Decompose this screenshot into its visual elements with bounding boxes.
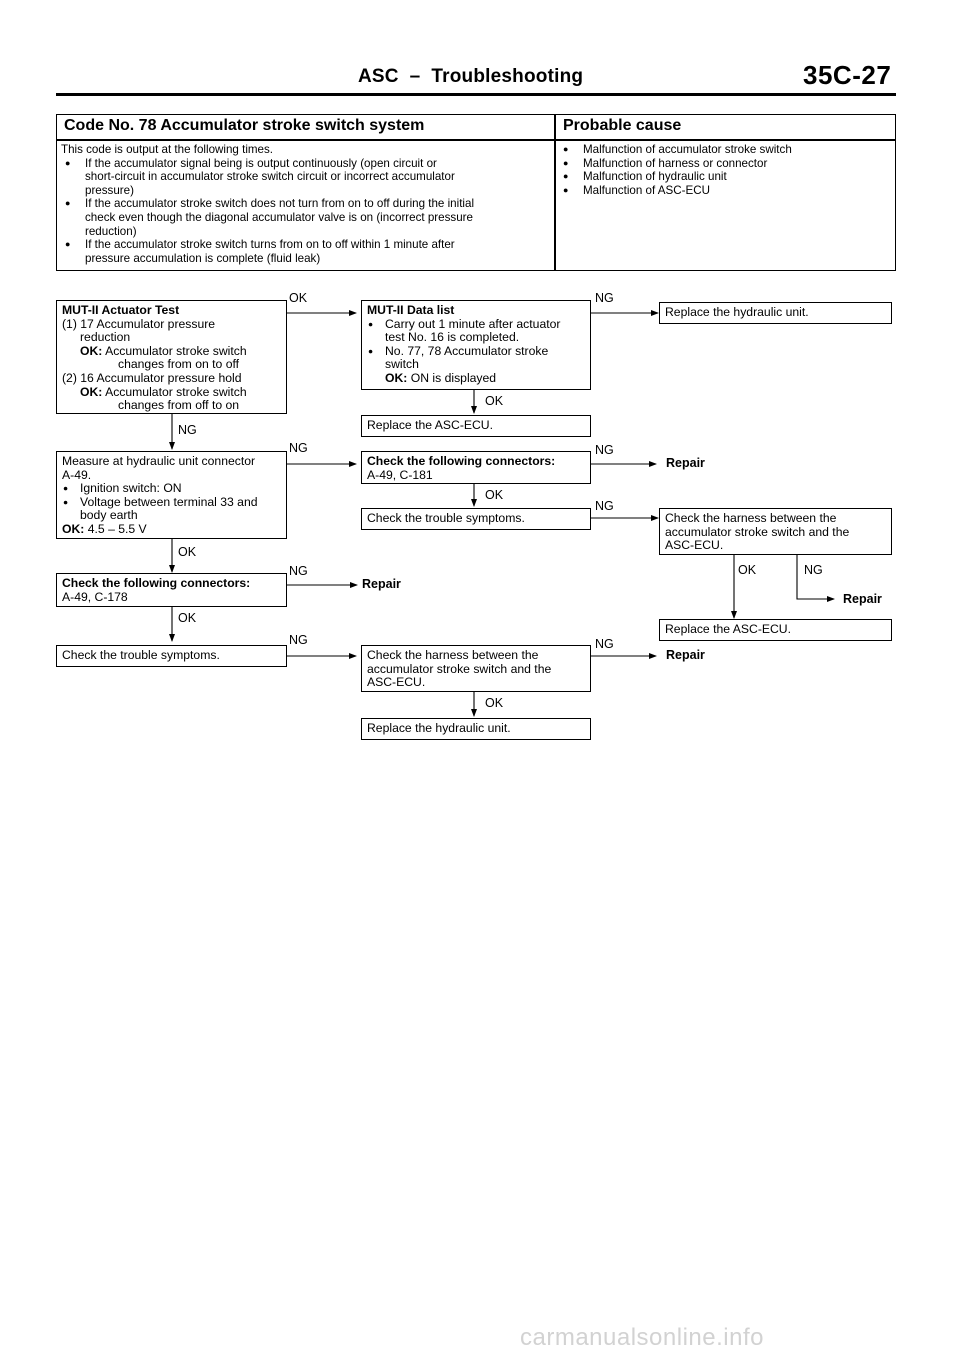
probable-cause-heading: Probable cause — [563, 117, 682, 134]
condition-item: ● If the accumulator signal being is output continuously (open circuit or short-circuit in accumulator stroke switch circuit or incorrect accumulator pressure) — [61, 157, 551, 198]
condition-item: ● If the accumulator stroke switch does not turn from on to off during the initial check even though the diagonal accumulator valve is on (incorrect pressure reduction) — [61, 197, 551, 238]
replace-ecu-box: Replace the ASC-ECU. — [361, 415, 591, 437]
check-harness-box: Check the harness between the accumulator stroke switch and the ASC-ECU. — [659, 508, 892, 555]
label-ok: OK — [178, 545, 197, 559]
replace-hydraulic-unit-box: Replace the hydraulic unit. — [659, 302, 892, 324]
replace-hydraulic-unit-box: Replace the hydraulic unit. — [361, 718, 591, 740]
repair-label: Repair — [666, 456, 705, 470]
cause-item: ● Malfunction of harness or connector — [559, 157, 889, 171]
repair-label: Repair — [666, 648, 705, 662]
cause-item: ● Malfunction of accumulator stroke switch — [559, 143, 889, 157]
page-title: ASC – Troubleshooting — [358, 66, 584, 87]
label-ng: NG — [804, 563, 823, 577]
watermark: carmanualsonline.info — [520, 1324, 764, 1351]
check-trouble-symptoms-box: Check the trouble symptoms. — [361, 508, 591, 530]
label-ok: OK — [178, 611, 197, 625]
label-ng: NG — [289, 564, 308, 578]
cause-item: ● Malfunction of ASC-ECU — [559, 184, 889, 198]
label-ok: OK — [289, 291, 308, 305]
arrow-harness1-ng — [797, 555, 834, 599]
repair-label: Repair — [362, 577, 401, 591]
label-ok: OK — [485, 696, 504, 710]
repair-label: Repair — [843, 592, 882, 606]
page-number: 35C-27 — [803, 60, 892, 90]
measure-connector-box: Measure at hydraulic unit connector A-49. ● Ignition switch: ON ● Voltage between terminal 33 and body earth OK: 4.5 – 5.5 V — [56, 451, 287, 539]
label-ok: OK — [485, 488, 504, 502]
check-connectors-box: Check the following connectors: A-49, C-181 — [361, 451, 591, 484]
label-ng: NG — [595, 637, 614, 651]
actuator-test-box: MUT-II Actuator Test (1) 17 Accumulator pressure reduction OK: Accumulator stroke switch changes from on to off (2) 16 Accumulator pressure hold OK: Accumulator stroke switch changes from off to on — [56, 300, 287, 414]
replace-ecu-box: Replace the ASC-ECU. — [659, 619, 892, 641]
check-trouble-symptoms-box: Check the trouble symptoms. — [56, 645, 287, 667]
label-ok: OK — [485, 394, 504, 408]
check-harness-box: Check the harness between the accumulator stroke switch and the ASC-ECU. — [361, 645, 591, 692]
label-ok: OK — [738, 563, 757, 577]
label-ng: NG — [289, 633, 308, 647]
label-ng: NG — [595, 499, 614, 513]
cause-item: ● Malfunction of hydraulic unit — [559, 170, 889, 184]
condition-item: ● If the accumulator stroke switch turns from on to off within 1 minute after pressure accumulation is complete (fluid leak) — [61, 238, 551, 265]
label-ng: NG — [595, 443, 614, 457]
description-intro: This code is output at the following times. — [61, 143, 274, 156]
data-list-box: MUT-II Data list ● Carry out 1 minute after actuator test No. 16 is completed. ● No. 77, 78 Accumulator stroke switch OK: ON is displayed — [361, 300, 591, 390]
label-ng: NG — [178, 423, 197, 437]
label-ng: NG — [595, 291, 614, 305]
label-ng: NG — [289, 441, 308, 455]
check-connectors-box: Check the following connectors: A-49, C-178 — [56, 573, 287, 607]
code-heading: Code No. 78 Accumulator stroke switch system — [64, 117, 425, 134]
